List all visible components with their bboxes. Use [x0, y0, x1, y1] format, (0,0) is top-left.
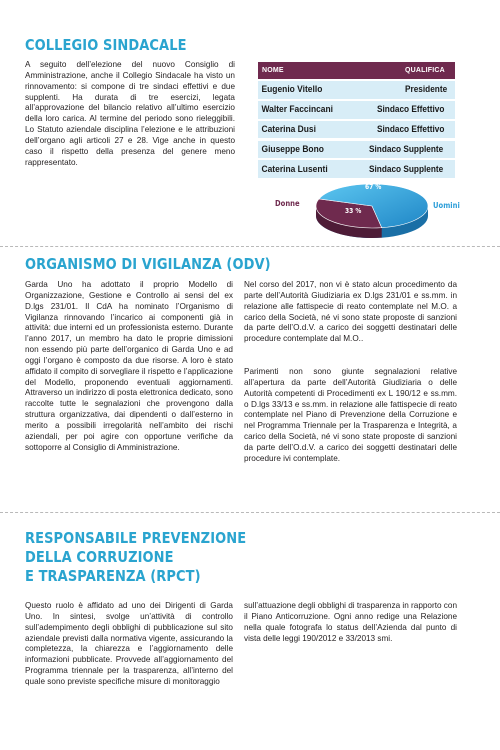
odv-paragraph-right-1: Nel corso del 2017, non vi è stato alcun procedimento da parte dell’Autorità Giudiziaria ex D.lgs 231/01 e ss.mm. in relazione alle fattispecie di reato contemplate nel M.O. a carico della Società, né vi sono state proposte di sanzioni da parte dell’O.d.V. a carico dei soggetti destinatari delle procedure contemplate dal M.O.. [244, 280, 457, 344]
table-row [258, 101, 455, 119]
member-role: Sindaco Effettivo [376, 124, 445, 136]
data-label-donne: 33 % [345, 207, 362, 215]
member-name: Caterina Lusenti [261, 163, 328, 175]
collegio-paragraph: A seguito dell’elezione del nuovo Consiglio di Amministrazione, anche il Collegio Sindacale ha visto un rinnovamento: si compone di tre sindaci effettivi e due supplenti. Ha durata di tre esercizi, legata all’approvazione del bilancio relativo all’ultimo esercizio della loro carica. Al termine del periodo sono rieleggibili. Lo Statuto aziendale disciplina l’elezione e le attribuzioni dell’organo agli articoli 27 e 28. Vige anche in questo caso il rispetto della presenza del genere meno rappresentato. [25, 60, 235, 167]
legend-uomini: Uomini [433, 201, 460, 210]
section-title-rpct-line1: RESPONSABILE PREVENZIONE [25, 529, 247, 547]
rpct-paragraph-right: sull’attuazione degli obblighi di trasparenza in rapporto con il Piano Anticorruzione. Ogni anno redige una Relazione nella quale fotografa lo status dell’Azienda dal punto di vista delle leggi 190/2012 e 33/2013 smi. [244, 601, 458, 643]
member-name: Caterina Dusi [261, 124, 316, 136]
rpct-paragraph-left: Questo ruolo è affidato ad uno dei Dirigenti di Garda Uno. In sintesi, svolge un’attività di controllo sull’adempimento degli obblighi di pubblicazione sul sito aziendale previsti dalla normativa vigente, assicurando la completezza, la chiarezza e l’aggiornamento delle informazioni pubblicate. Provvede all’aggiornamento del Programma triennale per la trasparenza, all’interno del quale sono previste specifiche misure di monitoraggio [25, 601, 233, 686]
member-name: Walter Faccincani [261, 104, 333, 116]
member-role: Sindaco Effettivo [376, 104, 445, 116]
gender-pie-chart [272, 172, 472, 244]
table-header [258, 62, 455, 79]
collegio-table [258, 62, 455, 178]
section-divider [0, 512, 500, 514]
section-title-rpct-line3: E TRASPARENZA (RPCT) [25, 567, 201, 585]
table-row [258, 141, 455, 159]
section-title-collegio: COLLEGIO SINDACALE [25, 36, 187, 54]
odv-paragraph-left: Garda Uno ha adottato il proprio Modello di Organizzazione, Gestione e Controllo ai sensi del ex D.lgs 231/01. Il CdA ha nominato l’Organismo di Vigilanza rinnovando l’incarico ai componenti già in attività: due interni ed un professionista esterno. Durante l’anno 2017, un membro ha dato le proprie dimissioni non essendo più parte dell’organico di Garda Uno e ad oggi l’organo è composto da due risorse. A loro è stato affidato il compito di sorvegliare il rispetto e l’applicazione del Modello, proponendo eventuali aggiornamenti. Attraverso un indirizzo di posta elettronica dedicato, sono raccolte tutte le segnalazioni che provengono dalla struttura organizzativa, dai dipendenti o dall’esterno in merito a possibili irregolarità nell’ambito dei rischi aziendali, per poi agire con opportune verifiche da sottoporre al Consiglio di Amministrazione. [25, 280, 233, 452]
member-name: Giuseppe Bono [261, 143, 324, 155]
header-qualifica: QUALIFICA [405, 67, 445, 74]
header-nome: NOME [262, 67, 284, 74]
table-row [258, 121, 455, 139]
table-row [258, 81, 455, 99]
section-title-rpct-line2: DELLA CORRUZIONE [25, 548, 174, 566]
member-role: Sindaco Supplente [368, 163, 443, 175]
section-title-odv: ORGANISMO DI VIGILANZA (ODV) [25, 255, 271, 273]
member-name: Eugenio Vitello [261, 84, 323, 96]
odv-paragraph-right-2: Parimenti non sono giunte segnalazioni relative all’apertura da parte dell’Autorità Giudiziaria o delle Autorità competenti di Procedimenti ex L 190/12 e ss.mm. o D.lgs 33/13 e ss.mm. in relazione alle fattispecie di reato contemplate nel Piano di Prevenzione della Corruzione e nel Programma Triennale per la Trasparenza e Integrità, a carico della Società, né vi sono state proposte di sanzioni da parte dell’O.d.V. a carico dei soggetti destinatari delle procedure ivi contemplate. [244, 367, 457, 463]
section-divider [0, 246, 500, 248]
data-label-uomini: 67 % [365, 183, 382, 191]
member-role: Presidente [405, 84, 448, 96]
member-role: Sindaco Supplente [368, 143, 443, 155]
legend-donne: Donne [275, 199, 300, 208]
